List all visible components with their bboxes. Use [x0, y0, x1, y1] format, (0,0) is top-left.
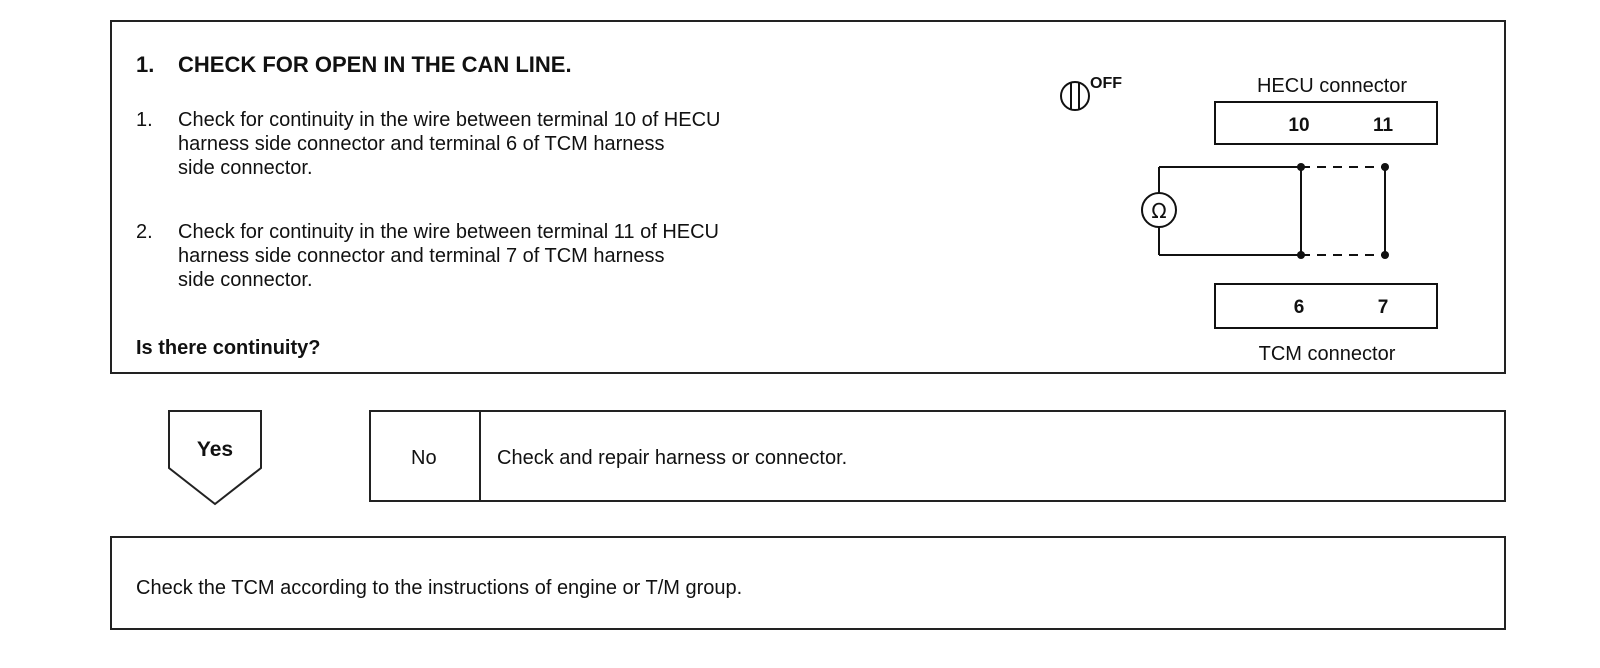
- tcm-pin-7: 7: [1377, 297, 1389, 318]
- instruction-2-number: 2.: [136, 221, 153, 243]
- ohmmeter-icon: [1142, 193, 1176, 227]
- ignition-off-label: OFF: [1090, 75, 1122, 92]
- check-step-box: [110, 20, 1506, 374]
- yes-branch-marker: [166, 408, 264, 508]
- no-branch-box: [369, 410, 1506, 502]
- ignition-off-icon: [1061, 82, 1089, 110]
- question-text: Is there continuity?: [136, 337, 321, 359]
- yes-label: Yes: [196, 438, 234, 461]
- step-title: CHECK FOR OPEN IN THE CAN LINE.: [178, 52, 572, 77]
- no-label: No: [411, 447, 437, 469]
- no-divider: [479, 412, 481, 500]
- no-action-text: Check and repair harness or connector.: [497, 447, 848, 469]
- instruction-1-number: 1.: [136, 109, 153, 131]
- tcm-connector-box: [1215, 284, 1437, 328]
- ohm-symbol: Ω: [1151, 199, 1167, 223]
- test-wiring: [1159, 167, 1385, 255]
- hecu-pin-11: 11: [1372, 115, 1394, 136]
- tcm-connector-label: TCM connector: [1258, 343, 1396, 365]
- instruction-1-text: Check for continuity in the wire between terminal 10 of HECU harness side connector and terminal 6 of TCM harness side connector.: [178, 109, 721, 179]
- instruction-2-text: Check for continuity in the wire between terminal 11 of HECU harness side connector and terminal 7 of TCM harness side connector.: [178, 221, 719, 291]
- connector-diagram: [1042, 42, 1482, 372]
- step-number: 1.: [136, 52, 155, 77]
- hecu-connector-box: [1215, 102, 1437, 144]
- next-action-box: [110, 536, 1506, 630]
- hecu-connector-label: HECU connector: [1256, 75, 1408, 97]
- hecu-pin-10: 10: [1288, 115, 1310, 136]
- tcm-pin-6: 6: [1293, 297, 1305, 318]
- junction-dots: [1297, 163, 1389, 259]
- next-action-text: Check the TCM according to the instructions of engine or T/M group.: [136, 577, 743, 599]
